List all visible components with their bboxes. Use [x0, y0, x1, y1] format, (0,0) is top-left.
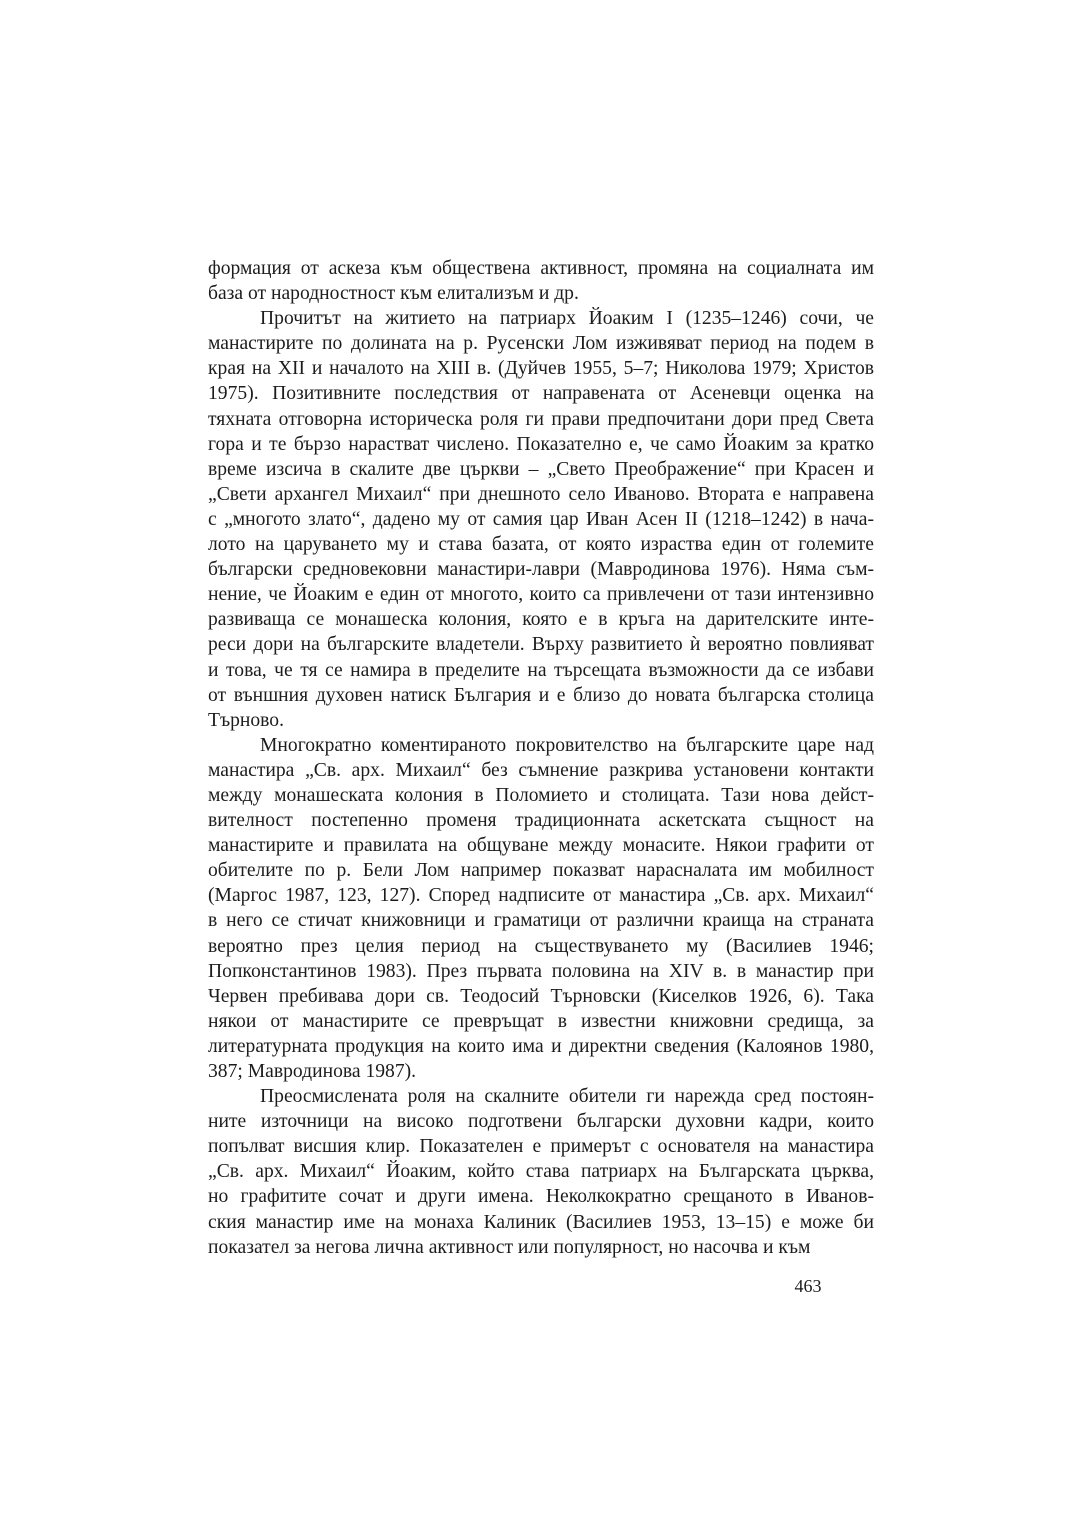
paragraph [208, 1084, 874, 1260]
text-line: манастирите по долината на р. Русенски Лом изживяват период на подем в [208, 333, 874, 355]
text-line: обителите по р. Бели Лом например показват нарасналата им мобилност [208, 860, 874, 882]
text-line: реси дори на българските владетели. Върху развитието ѝ вероятно повлияват [208, 634, 874, 656]
text-line: показател за негова лична активност или популярност, но насочва и към [208, 1236, 811, 1258]
text-line: време изсича в скалите две църкви – „Свето Преображение“ при Красен и [208, 458, 874, 480]
text-line: лото на царуването му и става базата, от която израства един от големите [208, 534, 874, 556]
text-line: „Свети архангел Михаил“ при днешното село Иваново. Втората е направена [208, 483, 874, 505]
text-line: „Св. арх. Михаил“ Йоаким, който става патриарх на Българската църква, [208, 1161, 874, 1183]
text-line: и това, че тя се намира в пределите на търсещата възможности да се избави [208, 659, 874, 681]
text-line: формация от аскеза към обществена активност, промяна на социалната им [208, 258, 874, 279]
text-line: Червен пребивава дори св. Теодосий Търновски (Киселков 1926, 6). Така [208, 985, 874, 1007]
text-line: попълват висшия клир. Показателен е примерът с основателя на манастира [208, 1136, 874, 1158]
text-line: от външния духовен натиск България и е близо до новата българска столица [208, 684, 874, 706]
text-line: манастирите и правилата на общуване между монасите. Някои графити от [208, 835, 874, 857]
text-line: нение, че Йоаким е един от многото, които са привлечени от тази интензивно [208, 584, 874, 606]
text-line: (Маргос 1987, 123, 127). Според надписите от манастира „Св. арх. Михаил“ [208, 885, 874, 907]
text-line: база от народностност към елитализъм и др. [208, 283, 579, 305]
text-line: края на XII и началото на XIII в. (Дуйчев 1955, 5–7; Николова 1979; Христов [208, 358, 874, 380]
text-line: литературната продукция на които има и директни сведения (Калоянов 1980, [208, 1035, 874, 1057]
page-number: 463 [794, 1276, 822, 1296]
text-line: Преосмислената роля на скалните обители ги нарежда сред постоян- [260, 1086, 874, 1108]
text-line: някои от манастирите се превръщат в известни книжовни средища, за [208, 1010, 874, 1032]
paragraph [208, 256, 874, 306]
paragraph [208, 733, 874, 1084]
text-line: гора и те бързо нарастват числено. Показателно е, че само Йоаким за кратко [208, 433, 874, 455]
text-line: но графитите сочат и други имена. Неколкократно срещаното в Иванов- [208, 1186, 874, 1208]
text-line: 387; Мавродинова 1987). [208, 1061, 417, 1082]
text-line: ския манастир име на монаха Калиник (Василиев 1953, 13–15) е може би [208, 1211, 874, 1233]
text-line: между монашеската колония в Поломието и столицата. Тази нова дейст- [208, 784, 874, 806]
text-line: вителност постепенно променя традиционната аскетската същност на [208, 810, 874, 832]
text-line: Многократно коментираното покровителство на българските царе над [260, 734, 874, 756]
text-line: с „многото злато“, дадено му от самия цар Иван Асен II (1218–1242) в нача- [208, 508, 874, 530]
text-line: Попконстантинов 1983). През първата половина на XIV в. в манастир при [208, 960, 874, 982]
text-line: Прочитът на житието на патриарх Йоаким I (1235–1246) сочи, че [260, 308, 874, 330]
text-line: вероятно през целия период на съществуването му (Василиев 1946; [208, 935, 874, 957]
paragraph [208, 306, 874, 733]
text-line: развиваща се монашеска колония, която е в кръга на дарителските инте- [208, 609, 874, 631]
text-line: тяхната отговорна историческа роля ги прави предпочитани дори пред Света [208, 408, 874, 430]
text-line: български средновековни манастири-лаври (Мавродинова 1976). Няма съм- [208, 559, 874, 581]
text-line: ните източници на високо подготвени български духовни кадри, които [208, 1111, 874, 1133]
text-line: 1975). Позитивните последствия от направената от Асеневци оценка на [208, 383, 874, 405]
text-line: в него се стичат книжовници и граматици от различни краища на страната [208, 910, 874, 932]
text-line: Търново. [208, 709, 284, 731]
text-line: манастира „Св. арх. Михаил“ без съмнение разкрива установени контакти [208, 759, 874, 781]
body-text [208, 256, 874, 1260]
